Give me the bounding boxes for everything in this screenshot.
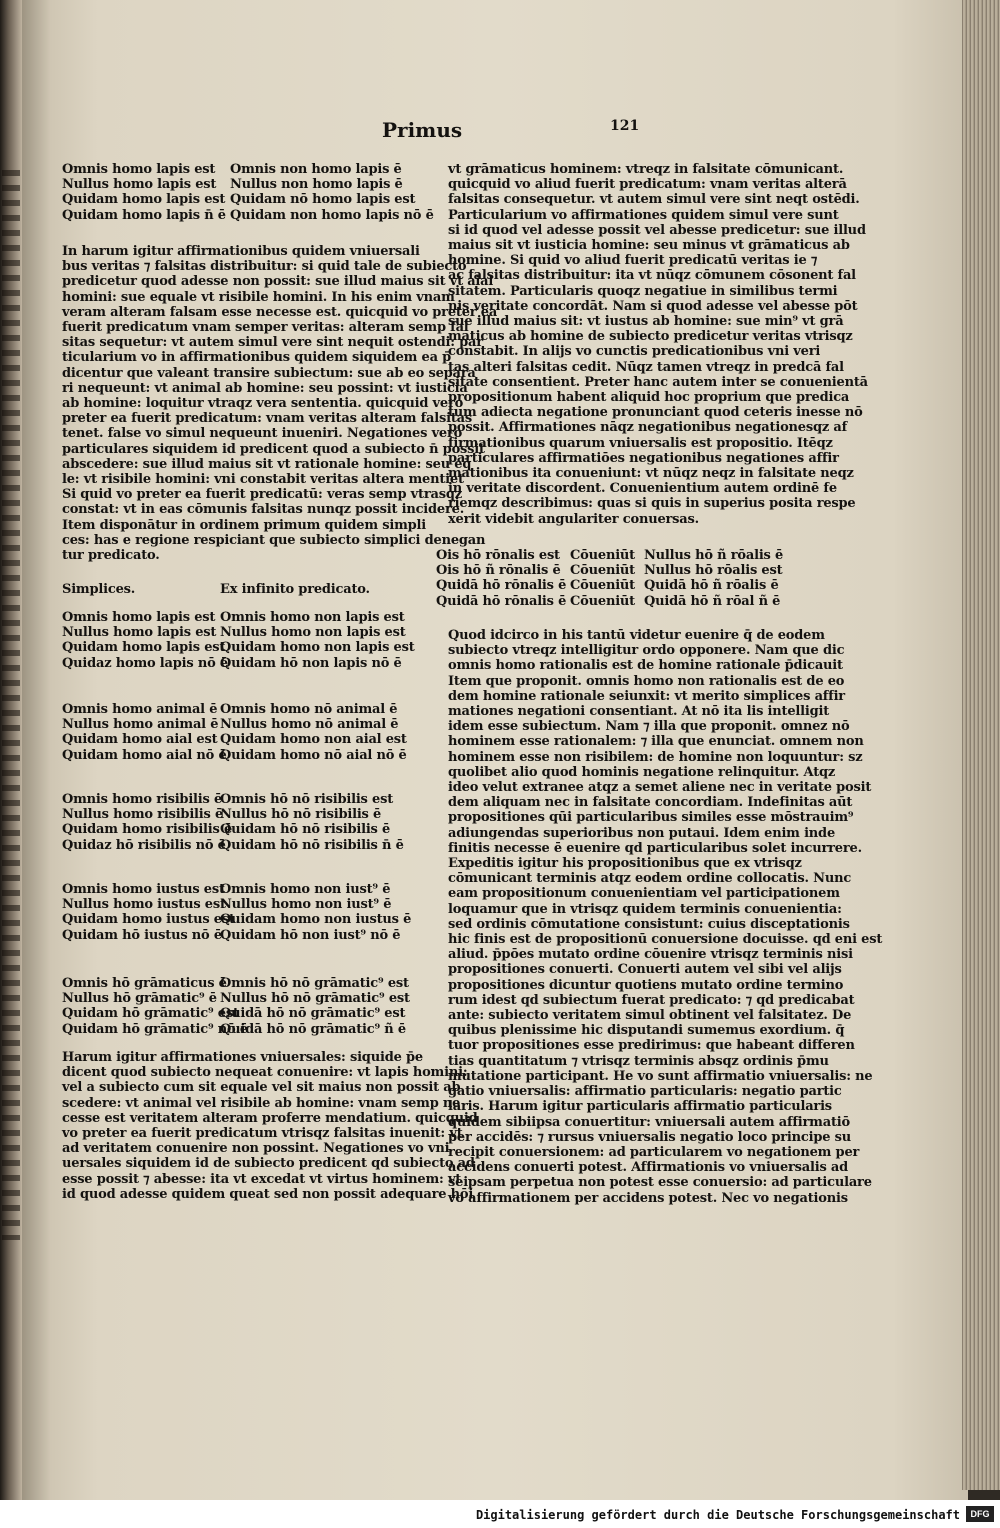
text-line: Quidā hō ñ rōal ñ ē [644, 593, 781, 609]
text-line: Cōueniūt [570, 563, 635, 579]
text-line: idem esse subiectum. Nam ⁊ illa que proponit. omnez nō [448, 719, 850, 735]
text-line: finitis necesse ē euenire qd particularibus solet incurrere. [448, 840, 862, 856]
text-line: ac falsitas distribuitur: ita vt nūqz cōmunem cōsonent fal [448, 268, 856, 284]
right-paragraph-1 [448, 162, 868, 527]
text-line: Nullus hō rōalis est [644, 563, 783, 579]
text-line: uersales siquidem id de subiecto predicent qd subiecto ad [62, 1156, 475, 1172]
text-line: laris. Harum igitur particularis affirmatio particularis [448, 1099, 832, 1115]
dfg-credit-text: Digitalisierung gefördert durch die Deutsche Forschungsgemeinschaft [475, 1508, 960, 1522]
text-line: quidem sibiipsa conuertitur: vniuersali autem affirmatiō [448, 1114, 850, 1130]
text-line: Omnis hō nō grāmatic⁹ est [220, 976, 409, 991]
left-group5-col2 [220, 976, 410, 1037]
text-line: quolibet alio quod hominis negatione relinquitur. Atqz [448, 764, 836, 780]
text-line: si id quod vel adesse possit vel abesse predicetur: sue illud [448, 222, 866, 238]
text-line: Quidam hō grāmatic⁹ est [62, 1006, 239, 1022]
text-line: sitate consentient. Preter hanc autem inter se conuenientā [448, 374, 868, 390]
left-page-text-bleed [2, 170, 20, 1240]
text-line: tenet. false vo simul nequeunt inueniri. Negationes vero [62, 426, 463, 442]
text-line: cōmunicant terminis atqz eodem ordine collocatis. Nunc [448, 871, 852, 887]
text-line: In harum igitur affirmationibus quidem vniuersali [62, 244, 420, 259]
text-line: Nullus homo nō animal ē [220, 717, 399, 733]
text-line: hic finis est de propositionū conuersione docuisse. qd eni est [448, 932, 883, 948]
text-line: Omnis homo animal ē [62, 702, 218, 717]
left-page-edge [0, 0, 22, 1500]
text-line: Quidaz homo lapis nō ē [62, 655, 228, 671]
right-paragraph-2 [448, 628, 882, 1206]
text-line: Quidā hō ñ rōalis ē [644, 578, 779, 594]
text-line: Omnis homo risibilis ē [62, 792, 223, 807]
right-table-col3 [644, 548, 783, 609]
text-line: id quod adesse quidem queat sed non possit adequare hōi [62, 1186, 474, 1202]
text-line: in veritate discordent. Conuenientium autem ordinē fe [448, 481, 837, 497]
text-line: rum idest qd subiectum fuerat predicato: ⁊ qd predicabat [448, 992, 855, 1008]
text-line: gatio vniuersalis: affirmatio particularis: negatio partic [448, 1084, 842, 1100]
left-table1-col1 [62, 162, 226, 223]
text-line: tur predicato. [62, 548, 160, 564]
text-line: vt grāmaticus hominem: vtreqz in falsitate cōmunicant. [448, 162, 844, 177]
text-line: Cōueniūt [570, 578, 635, 594]
text-line: Nullus homo lapis est [62, 625, 217, 641]
left-group1-col2 [220, 610, 415, 671]
text-line: Quidam non homo lapis nō ē [230, 207, 434, 223]
text-line: ab homine: loquitur vtraqz vera sententia. quicquid vero [62, 396, 464, 412]
text-line: Quidam homo lapis n̄ ē [62, 207, 226, 223]
left-group4-col1 [62, 882, 235, 943]
text-line: Nullus homo iustus est [62, 897, 226, 913]
text-line: riemqz describimus: quas si quis in superius posita respe [448, 496, 856, 512]
text-line: Quod idcirco in his tantū videtur euenire q̄ de eodem [448, 628, 825, 643]
text-line: per accidēs: ⁊ rursus vniuersalis negatio loco principe su [448, 1129, 852, 1145]
text-line: Omnis non homo lapis ē [230, 162, 402, 177]
left-paragraph-1 [62, 244, 497, 563]
text-line: eam propositionum conuenientiam vel participationem [448, 886, 840, 902]
text-line: sitatem. Particularis quoqz negatiue in similibus termi [448, 283, 838, 299]
text-line: Nullus non homo lapis ē [230, 177, 403, 193]
text-line: Quidam hō grāmatic⁹ nō ē [62, 1021, 248, 1037]
text-line: seipsam perpetua non potest esse conuersio: ad particulare [448, 1175, 872, 1191]
text-line: maius sit vt iusticia homine: seu minus vt grāmaticus ab [448, 238, 850, 254]
text-line: tum adiecta negatione pronunciant quod ceteris inesse nō [448, 405, 863, 421]
text-line: cesse est veritatem alteram proferre mendatium. quicquid [62, 1110, 478, 1126]
text-line: nis veritate concordāt. Nam si quod adesse vel abesse pōt [448, 298, 858, 314]
text-line: Cōueniūt [570, 593, 635, 609]
left-group1-col1 [62, 610, 228, 671]
text-line: Quidam homo lapis est [62, 640, 226, 656]
left-group4-col2 [220, 882, 411, 943]
text-line: Quidam hō nō risibilis ē [220, 822, 391, 838]
text-line: predicetur quod adesse non possit: sue illud maius sit vt aial [62, 274, 494, 290]
text-line: xerit videbit angulariter conuersas. [448, 511, 699, 527]
text-line: Quidam homo risibilis ē [62, 822, 233, 838]
text-line: Quidam hō nō risibilis n̄ ē [220, 837, 404, 853]
text-line: fuerit predicatum vnam semper veritas: alteram semp fal [62, 320, 469, 336]
text-line: Quidam homo lapis est [62, 192, 226, 208]
text-line: possit. Affirmationes nāqz negationibus negationesqz af [448, 420, 847, 436]
text-line: tas alteri falsitas cedit. Nūqz tamen vtreqz in predcā fal [448, 359, 844, 375]
text-line: Quidam homo non iustus ē [220, 912, 412, 928]
text-line: Quidam homo non aial est [220, 732, 407, 748]
label-ex-infinito: Ex infinito predicato. [220, 582, 370, 597]
text-line: Particularium vo affirmationes quidem simul vere sunt [448, 207, 839, 223]
text-line: Quidam nō homo lapis est [230, 192, 416, 208]
text-line: dicentur que valeant transire subiectum: sue ab eo separa [62, 365, 476, 381]
text-line: particulares siquidem id predicent quod a subiecto n̄ possit [62, 441, 485, 457]
text-line: Nullus hō nō risibilis ē [220, 807, 382, 823]
text-line: bus veritas ⁊ falsitas distribuitur: si quid tale de subiecto [62, 259, 467, 275]
text-line: vo preter ea fuerit predicatum vtrisqz falsitas inuenit: vt [62, 1126, 463, 1142]
text-line: vo affirmationem per accidens potest. Nec vo negationis [448, 1190, 848, 1206]
text-line: propositionum habent aliquid hoc proprium que predica [448, 390, 850, 406]
text-line: constat: vt in eas cōmunis falsitas nunqz possit incidere. [62, 502, 465, 518]
text-line: abscedere: sue illud maius sit vt rationale homine: seu eq̄ [62, 456, 472, 472]
text-line: Item disponātur in ordinem primum quidem simpli [62, 517, 426, 533]
text-line: Omnis homo lapis est [62, 610, 216, 625]
text-line: Quidam hō non iust⁹ nō ē [220, 927, 401, 943]
text-line: recipit conuersionem: ad particularem vo negationem per [448, 1144, 860, 1160]
text-line: ideo velut extranee atqz a semet aliene nec in veritate posit [448, 780, 872, 796]
text-line: Quidam homo aial est [62, 732, 218, 748]
text-line: vel a subiecto cum sit equale vel sit maius non possit ab [62, 1080, 461, 1096]
text-line: quicquid vo aliud fuerit predicatum: vnam veritas alterā [448, 177, 847, 193]
text-line: particulares affirmatiōes negationibus negationes affir [448, 450, 839, 466]
text-line: Quidaz hō risibilis nō ē [62, 837, 226, 853]
text-line: sed ordinis cōmutatione consistunt: cuius disceptationis [448, 916, 850, 932]
right-table-col1 [436, 548, 566, 609]
left-table1-col2 [230, 162, 434, 223]
text-line: Quidam hō non lapis nō ē [220, 655, 402, 671]
left-group2-col2 [220, 702, 407, 763]
text-line: Nullus homo non iust⁹ ē [220, 897, 392, 913]
text-line: Nullus homo risibilis ē [62, 807, 224, 823]
text-line: firmationibus quarum vniuersalis est propositio. Itēqz [448, 435, 833, 451]
text-line: homini: sue equale vt risibile homini. In his enim vnam [62, 289, 455, 305]
text-line: Nullus homo animal ē [62, 717, 219, 733]
folio-number: 121 [610, 118, 640, 134]
text-line: tuor propositiones esse predirimus: que habeant differen [448, 1038, 855, 1054]
text-line: adiungendas superioribus non putaui. Idem enim inde [448, 825, 836, 841]
dfg-logo: DFG [966, 1506, 994, 1522]
text-line: Expeditis igitur his propositionibus que ex vtrisqz [448, 856, 802, 872]
text-line: Nullus hō grāmatic⁹ ē [62, 991, 217, 1007]
text-line: ticularium vo in affirmationibus quidem siquidem ea p̄ [62, 350, 452, 366]
text-line: le: vt risibile homini: vni constabit veritas altera mentiet [62, 472, 464, 488]
text-line: ante: subiecto veritatem simul obtinent vel falsitatez. De [448, 1008, 852, 1024]
text-line: Omnis homo non lapis est [220, 610, 405, 625]
text-line: Quidam homo aial nō ē [62, 747, 227, 763]
text-line: preter ea fuerit predicatum: vnam veritas alteram falsitas [62, 411, 472, 427]
text-line: mationes negationi consentiant. At nō ita lis intelligit [448, 704, 830, 720]
text-line: Cōueniūt [570, 548, 635, 563]
text-line: subiecto vtreqz intelligitur ordo opponere. Nam que dic [448, 643, 845, 659]
text-line: homine. Si quid vo aliud fuerit predicatū veritas ie ⁊ [448, 253, 818, 269]
text-line: Ois hō rōnalis est [436, 548, 560, 563]
text-line: Omnis hō grāmaticus ē [62, 976, 227, 991]
text-line: Quidam homo nō aial nō ē [220, 747, 407, 763]
left-group2-col1 [62, 702, 227, 763]
text-line: sue illud maius sit: vt iustus ab homine: sue min⁹ vt grā [448, 314, 844, 330]
text-line: scedere: vt animal vel risibile ab homine: vnam semp ne [62, 1095, 461, 1111]
text-line: dem homine rationale seiunxit: vt merito simplices affir [448, 688, 845, 704]
text-line: propositiones conuerti. Conuerti autem vel sibi vel alijs [448, 962, 842, 978]
text-line: mationibus ita conueniunt: vt nūqz neqz in falsitate neqz [448, 466, 854, 482]
text-line: propositiones qūi particularibus similes esse mōstrauim⁹ [448, 810, 854, 826]
label-simplices: Simplices. [62, 582, 136, 597]
text-line: hominem esse non risibilem: de homine non loquuntur: sz [448, 749, 863, 765]
text-line: esse possit ⁊ abesse: ita vt excedat vt virtus hominem: vt [62, 1171, 462, 1187]
text-line: Quidā hō rōnalis ē [436, 593, 567, 609]
text-line: Nullus homo lapis est [62, 177, 217, 193]
text-line: omnis homo rationalis est de homine rationale p̄dicauit [448, 658, 843, 674]
text-line: Quidam homo iustus est [62, 912, 235, 928]
text-line: Si quid vo preter ea fuerit predicatū: veras semp vtrasqz [62, 487, 462, 503]
text-line: ri nequeunt: vt animal ab homine: seu possint: vt iusticia [62, 380, 468, 396]
text-line: ces: has e regione respiciant que subiecto simplici denegan [62, 532, 486, 548]
text-line: Omnis homo nō animal ē [220, 702, 398, 717]
text-line: Quidā hō rōnalis ē [436, 578, 567, 594]
text-line: hominem esse rationalem: ⁊ illa que enunciat. omnem non [448, 734, 864, 750]
text-line: quibus plenissime hic disputandi sumemus exordium. q̄ [448, 1023, 845, 1039]
text-line: mutatione participant. He vo sunt affirmatio vniuersalis: ne [448, 1068, 873, 1084]
text-line: Nullus hō nō grāmatic⁹ est [220, 991, 410, 1007]
page-fore-edge [962, 0, 1000, 1490]
text-line: Omnis homo non iust⁹ ē [220, 882, 391, 897]
text-line: veram alteram falsam esse necesse est. quicquid vo preter ea [62, 304, 498, 320]
text-line: aliud. p̄pōes mutato ordine cōuenire vtrisqz terminis nisi [448, 947, 853, 963]
text-line: Ois hō ñ rōnalis ē [436, 563, 561, 579]
text-line: falsitas consequetur. vt autem simul vere sint neqt ostēdi. [448, 192, 860, 208]
text-line: Omnis homo iustus est [62, 882, 225, 897]
text-line: Quidā hō nō grāmatic⁹ ñ ē [220, 1021, 406, 1037]
running-head-title: Primus [382, 118, 463, 142]
text-line: dem aliquam nec in falsitate concordiam. Indefinitas aūt [448, 795, 853, 811]
text-line: Nullus homo non lapis est [220, 625, 406, 641]
right-table-col2 [570, 548, 635, 609]
left-group3-col1 [62, 792, 232, 853]
text-line: Nullus hō ñ rōalis ē [644, 548, 784, 563]
text-line: Item que proponit. omnis homo non rationalis est de eo [448, 673, 845, 689]
text-line: tias quantitatum ⁊ vtrisqz terminis absqz ordinis p̄mu [448, 1053, 829, 1069]
text-line: constabit. In alijs vo cunctis predicationibus vni veri [448, 344, 821, 360]
text-line: propositiones dicuntur quotiens mutato ordine termino [448, 977, 844, 993]
text-line: Quidā hō nō grāmatic⁹ est [220, 1006, 406, 1022]
left-paragraph-2 [62, 1050, 477, 1202]
text-line: loquamur que in vtrisqz quidem terminis conuenientia: [448, 901, 842, 917]
text-line: Omnis homo lapis est [62, 162, 216, 177]
text-line: sitas sequetur: vt autem simul vere sint nequit ostendi: par [62, 335, 483, 351]
text-line: ad veritatem conuenire non possint. Negationes vo vni [62, 1141, 450, 1157]
left-group3-col2 [220, 792, 404, 853]
text-line: maticus ab homine de subiecto predicetur veritas vtrisqz [448, 329, 853, 345]
text-line: dicent quod subiecto nequeat conuenire: vt lapis homini: [62, 1065, 468, 1081]
text-line: Omnis hō nō risibilis est [220, 792, 394, 807]
text-line: Quidam homo non lapis est [220, 640, 415, 656]
text-line: accidens conuerti potest. Affirmationis vo vniuersalis ad [448, 1160, 849, 1176]
text-line: Harum igitur affirmationes vniuersales: siquide p̄e [62, 1050, 423, 1065]
text-line: Quidam hō iustus nō ē [62, 927, 222, 943]
